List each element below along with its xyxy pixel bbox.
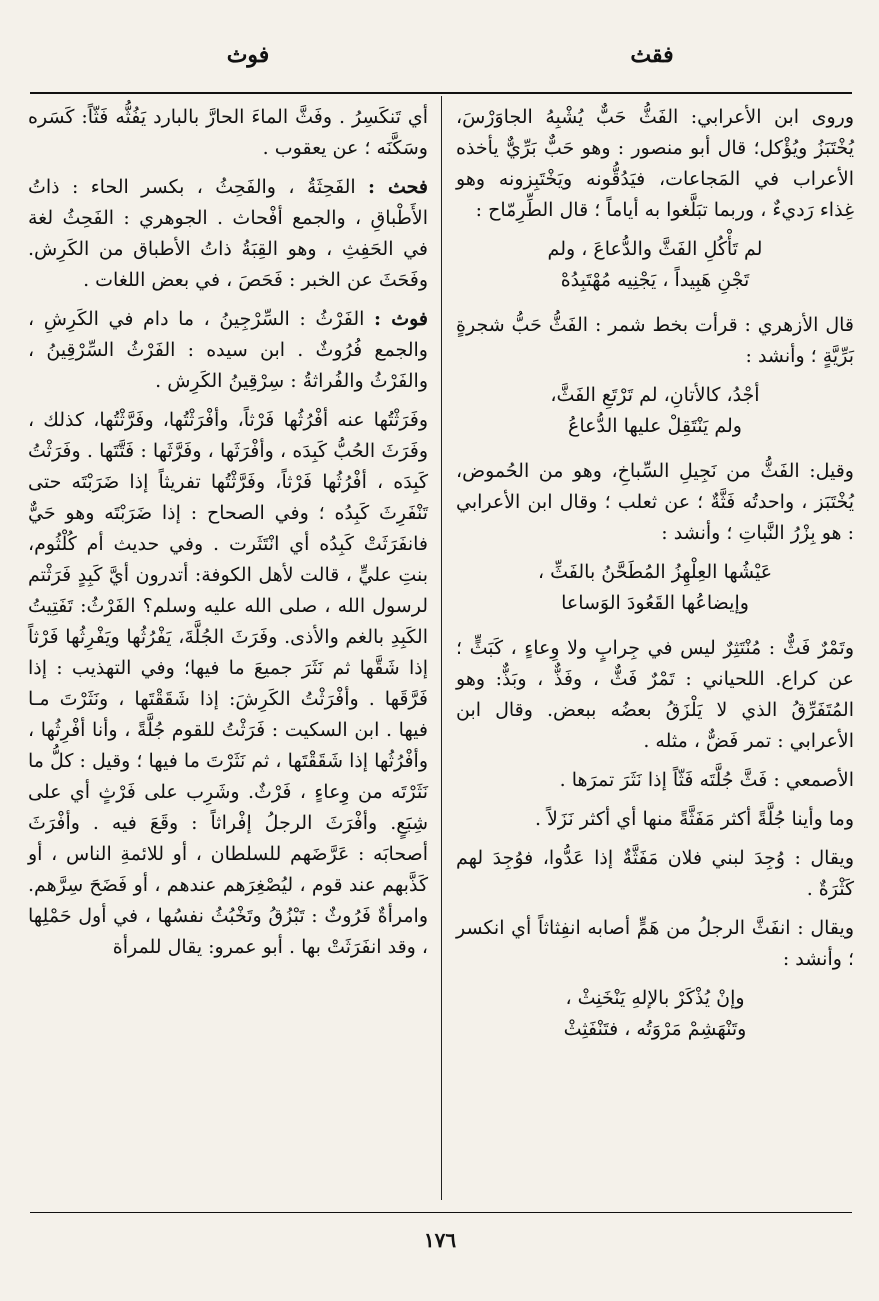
verse <box>456 234 854 296</box>
verse <box>456 557 854 619</box>
header-left-word: فوث <box>226 42 270 68</box>
page-number: ١٧٦ <box>423 1228 457 1252</box>
entry-fawth <box>28 304 428 397</box>
entry-headword: فوث : <box>374 308 429 330</box>
header-right-word: فقث <box>630 42 674 68</box>
paragraph: الأصمعي : فَثَّ جُلَّتَه فَثّاً إذا نَثَرَ تمرَها . <box>559 769 854 791</box>
top-rule <box>30 92 852 94</box>
entry-body: الفَرْثُ : السِّرْجِينُ ، ما دام في الكَرِشِ ، والجمع فُرُوثٌ . ابن سيده : الفَرْثُ السِّرْقِينُ ، والفَرْثُ والفُراثةُ : سِرْقِينُ الكَرِش . <box>28 308 428 392</box>
verse <box>456 380 854 442</box>
paragraph: أي تَنكَسِرُ . وفَثَّ الماءَ الحارَّ بالبارد يَفُثُّه فَثّاً: كَسَره وسَكَّنَه ؛ عن يعقوب . <box>28 106 428 159</box>
paragraph: ويقال : انفَثَّ الرجلُ من هَمٍّ أصابه انفِثاثاً أي انكسر ؛ وأنشد : <box>456 917 854 970</box>
paragraph: وروى ابن الأعرابي: الفَثُّ حَبٌّ يُشْبِهُ الجاوَرْسَ، يُخْتَبَزُ ويُؤْكل؛ قال أبو منصور : وهو حَبٌّ بَرِّيٌّ يأخذه الأعراب في المَجاعات، فيَدُقُّونه ويَخْتَبِزونه وهو غِذاء رَديءٌ ، وربما تبَلَّغوا به أياماً ؛ قال الطِّرِمّاح : <box>456 106 854 221</box>
verse-line: عَيْشُها العِلْهِزُ المُطَحَّنُ بالفَثِّ ، <box>537 561 773 583</box>
paragraph: وفَرَثْتُها عنه أفْرُثُها فَرْثاً، وأفْرَثْتُها، وفَرَّثْتُها، كذلك ، وفَرَثَ الحُبُّ كَبِدَه ، وأفْرَثَها ، وفَرَّثَها : فَتَّتَها . وفَرَثْتُ كَبِدَه ، أفْرُثُها فَرْثاً، وفَرَّثْتُها تفريثاً إذا ضَرَبْتَه حتى تَنْفَرِثَ كَبِدُه ؛ وفي الصحاح : إذا ضَرَبْتَه وهو حَيٌّ فانفَرَثَتْ كَبِدُه أي انْتَثَرت . وفي حديث أم كُلْثُوم، بنتِ عليٍّ ، قالت لأهل الكوفة: أتدرون أيَّ كَبِدٍ فَرَثْتم لرسول الله ، صلى الله عليه وسلم؟ الفَرْثُ: تَفَتِيتُ الكَبِدِ بالغم والأذى. وفَرَثَ الجُلَّةَ، يَفْرُثُها ويَفْرِثُها فَرْثاً إذا شَقَّها ثم نَثَرَ جميعَ ما فيها؛ وفي التهذيب : إذا فَرَّقَها . وأفْرَثْتُ الكَرِشَ: إذا شَقَقْتَها ، ونَثَرْتَ مـا فيها . ابن السكيت : فَرَثْتُ للقوم جُلَّةً ، وأنا أفْرِثُها ، وأفْرُثُها إذا شَقَقْتَها ، ثم نَثَرْتَ ما فيها ؛ وقيل : كلُّ ما نَثَرْتَه من وِعاءٍ ، فَرْثٌ. وشَرِب على فَرْثٍ أي على شِبَعٍ. وأفْرَثَ الرجلُ إفْراثاً : وقَعَ فيه . وأفْرَثَ أصحابَه : عَرَّضَهم للسلطان ، أو للائمةِ الناس ، أو كَذَّبهم عند قوم ، ليُصْغِرَهم عندهم ، أو فَضَحَ سِرَّهم. وامرأةٌ فَرُوثٌ : تَبْزُقُ وتَخْبُثُ نفسُها ، في أول حَمْلِها ، وقد انفَرَثَتْ بها . أبو عمرو: يقال للمرأة <box>28 409 428 958</box>
left-column <box>28 102 428 971</box>
paragraph: وما وأينا جُلَّةً أكثر مَفَثَّةً منها أي أكثر نَزَلاً . <box>534 808 854 830</box>
verse-line: لم تَأْكُلِ الفَثَّ والدُّعاعَ ، ولم <box>547 238 763 260</box>
column-divider <box>441 96 442 1200</box>
verse-line: تَجْنِ هَبِيداً ، يَجْنِيه مُهْتَبِدُهْ <box>560 269 750 291</box>
paragraph: وتَمْرٌ فَثٌّ : مُنْتَثِرٌ ليس في جِرابٍ ولا وِعاءٍ ، كَبَثٍّ ؛ عن كراع. اللحياني : تَمْرٌ فَثٌّ ، وفَذٌّ ، وبَذٌّ: وهو المُتَفَرِّقُ الذي لا يَلْزَقُ بعضُه ببعض. وقال ابن الأعرابي : تمر فَضٌّ ، مثله . <box>456 637 854 752</box>
verse-line: ولم يَنْتَقِلْ عليها الدُّعاعُ <box>568 415 742 437</box>
bottom-rule <box>30 1212 852 1213</box>
verse-line: وإنْ يُذْكَرْ بالإلهِ يَنْخَنِثْ ، <box>565 987 745 1009</box>
entry-fahth <box>28 172 428 296</box>
paragraph: وقيل: الفَثُّ من نَجِيلِ السِّباخِ، وهو من الحُموض، يُخْتَبَز ، واحدتُه فَثَّةٌ ؛ عن ثعلب ؛ وقال ابن الأعرابي : هو بِزْرُ النَّباتِ ؛ وأنشد : <box>456 460 854 544</box>
verse-line: وإيضاعُها القَعُودَ الوَساعا <box>561 592 749 614</box>
entry-headword: فحث : <box>368 176 428 198</box>
entry-body: الفَحِثَةُ ، والفَحِثُ ، بكسر الحاء : ذاتُ الأَطْباقِ ، والجمع أفْحاث . الجوهري : الفَحِثُ لغة في الحَفِثِ ، وهو القِبَةُ ذاتُ الأطباق من الكَرِش. وفَحَثَ عن الخبر : فَحَصَ ، في بعض اللغات . <box>28 176 428 291</box>
verse-line: وتَنْهَشِمْ مَرْوَتُه ، فتَنْفَثِثْ <box>563 1018 747 1040</box>
verse-line: أجْدُ، كالأتانِ، لم تَرْتَعِ الفَثَّ، <box>550 384 760 406</box>
paragraph: قال الأزهري : قرأت بخط شمر : الفَثُّ حَبُّ شجرةٍ بَرِّيَّةٍ ؛ وأنشد : <box>456 314 854 367</box>
right-column <box>456 102 854 1059</box>
paragraph: ويقال : وُجِدَ لبني فلان مَفَثَّةٌ إذا عَدُّوا، فوُجِدَ لهم كَثْرَةٌ . <box>456 847 854 900</box>
verse <box>456 983 854 1045</box>
